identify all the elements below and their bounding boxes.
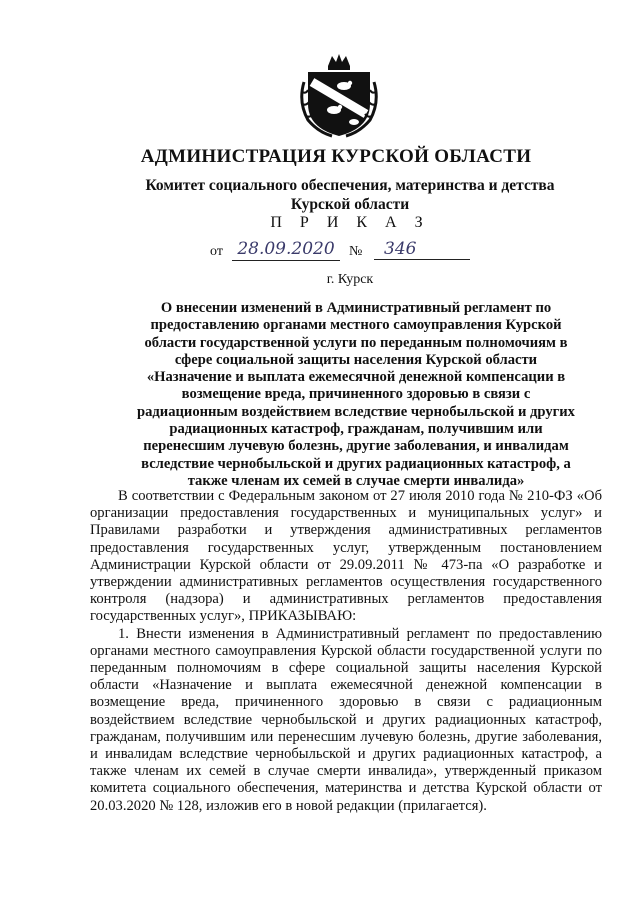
order-body <box>90 488 602 815</box>
clause-1-paragraph: 1. Внести изменения в Административный регламент по предоставлению органами местного самоуправления Курской области государственной услуги по переданным полномочиям в сфере социальной защиты населения Курской области «Назначение и выплата ежемесячной денежной компенсации в возмещение вреда, причиненного здоровью в связи с радиационным воздействием вследствие чернобыльской и других радиационных катастроф, гражданам, получившим или перенесшим лучевую болезнь, другие заболевания, и инвалидам вследствие чернобыльской и других радиационных катастроф, а также членам их семей в случае смерти инвалида», утвержденный приказом комитета социального обеспечения, материнства и детства Курской области от 20.03.2020 № 128, изложив его в новой редакции (прилагается). <box>90 625 602 814</box>
subject-line: перенесшим лучевую болезнь, другие заболевания, и инвалидам <box>143 438 569 455</box>
date-label: от <box>210 244 223 259</box>
subject-line: предоставлению органами местного самоуправления Курской <box>150 317 562 334</box>
order-subject <box>92 300 620 490</box>
subject-line: «Назначение и выплата ежемесячной денежной компенсации в <box>146 369 566 386</box>
order-date-handwritten: 28.09.2020 <box>232 236 340 261</box>
subject-line: радиационным воздействием вследствие чернобыльской и других <box>137 403 575 420</box>
committee-name <box>60 176 640 214</box>
subject-line: области государственной услуги по переданным полномочиям в <box>144 334 568 351</box>
subject-line: О внесении изменений в Административный регламент по <box>160 300 552 316</box>
subject-line: сфере социальной защиты населения Курской области <box>174 351 538 368</box>
kursk-coat-of-arms-emblem <box>298 52 380 138</box>
subject-line: также членам их семей в случае смерти инвалида» <box>187 472 525 489</box>
preamble-paragraph: В соответствии с Федеральным законом от 27 июля 2010 года № 210-ФЗ «Об организации предоставления государственных и муниципальных услуг» и Правилами разработки и утверждения административных регламентов предоставления государственных услуг, утвержденным постановлением Администрации Курской области от 29.09.2011 № 473-па «О разработке и утверждении административных регламентов осуществления государственного контроля (надзора) и административных регламентов предоставления государственных услуг», ПРИКАЗЫВАЮ: <box>90 488 602 625</box>
order-number-handwritten: 346 <box>374 236 470 260</box>
subject-line: возмещение вреда, причиненного здоровью в связи с <box>181 386 531 403</box>
subject-line: радиационных катастроф, гражданам, получившим или <box>169 421 543 438</box>
document-type-heading: П Р И К А З <box>270 214 430 231</box>
committee-line-2: Курской области <box>290 196 410 213</box>
city-line: г. Курск <box>326 272 374 287</box>
subject-line: вследствие чернобыльской и других радиационных катастроф, а <box>141 455 571 472</box>
number-label: № <box>349 244 363 259</box>
organization-title: АДМИНИСТРАЦИЯ КУРСКОЙ ОБЛАСТИ <box>140 146 532 167</box>
committee-line-1: Комитет социального обеспечения, материнства и детства <box>145 177 555 194</box>
order-date-number-line <box>210 240 470 264</box>
